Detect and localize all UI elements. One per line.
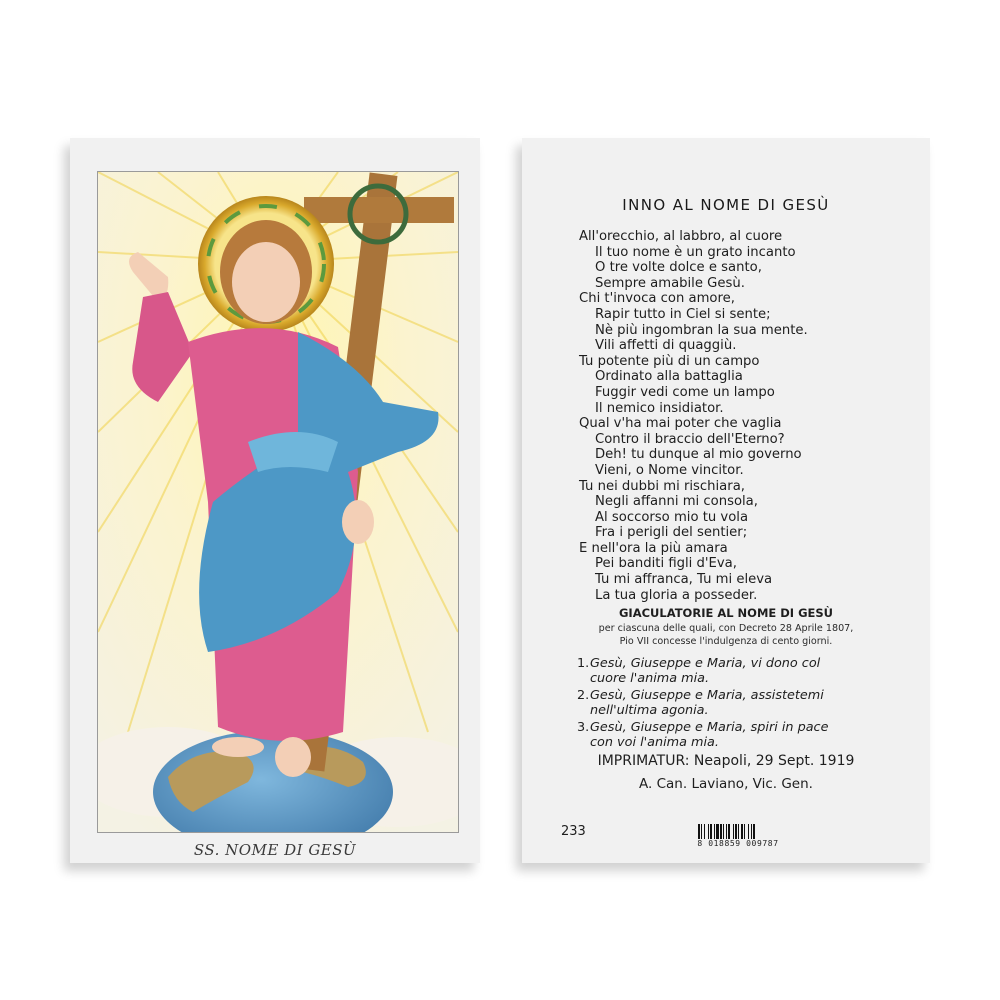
barcode-number: 8 018859 009787	[697, 839, 779, 848]
hymn-line: Negli affanni mi consola,	[595, 494, 758, 510]
barcode-bar	[748, 824, 749, 839]
holy-card-back	[522, 138, 930, 863]
hymn-line: All'orecchio, al labbro, al cuore	[579, 229, 783, 244]
barcode-bar	[738, 824, 739, 839]
invocation-line	[577, 688, 890, 703]
card-number: 233	[561, 824, 586, 839]
hymn-line: Vieni, o Nome vincitor.	[595, 462, 744, 478]
invocation-line	[577, 720, 890, 735]
barcode-bar	[710, 824, 712, 839]
barcode-bar	[723, 824, 724, 839]
front-caption: SS. NOME DI GESÙ	[193, 841, 357, 859]
barcode-bar	[701, 824, 702, 839]
invocation-text: Gesù, Giuseppe e Maria, spiri in pace	[590, 719, 829, 735]
hymn-line: E nell'ora la più amara	[579, 540, 728, 556]
giaculatorie-subtitle-line: per ciascuna delle quali, con Decreto 28 Aprile 1807,	[598, 623, 854, 634]
child-jesus-illustration	[97, 171, 459, 833]
invocation-item	[577, 656, 890, 687]
giaculatorie-subtitle-line: Pio VII concesse l'indulgenza di cento giorni.	[619, 636, 833, 647]
hymn-line: Contro il braccio dell'Eterno?	[595, 431, 785, 447]
hymn-line: Nè più ingombran la sua mente.	[595, 322, 808, 338]
barcode-bar	[728, 824, 730, 839]
barcode-bar	[733, 824, 734, 839]
hymn-line: Chi t'invoca con amore,	[579, 291, 735, 307]
hymn-line: La tua gloria a posseder.	[595, 587, 758, 603]
hymn-text	[579, 229, 909, 603]
barcode-bar	[753, 824, 755, 839]
invocation-list	[577, 656, 890, 751]
invocation-number: 2.	[577, 687, 590, 703]
invocation-continuation: con voi l'anima mia.	[590, 735, 719, 751]
hymn-line: Al soccorso mio tu vola	[595, 509, 749, 525]
barcode-bar	[735, 824, 737, 839]
invocation-line	[577, 656, 890, 671]
hymn-line: Fuggir vedi come un lampo	[595, 384, 775, 400]
barcode-bar	[708, 824, 709, 839]
barcode-bar	[726, 824, 727, 839]
barcode-bar	[751, 824, 752, 839]
invocation-number: 3.	[577, 719, 590, 735]
hymn-line: Tu mi affranca, Tu mi eleva	[595, 572, 773, 588]
hymn-line: Il tuo nome è un grato incanto	[595, 244, 796, 260]
barcode-bar	[716, 824, 719, 839]
giaculatorie-subtitle	[542, 622, 910, 648]
hymn-line: Il nemico insidiator.	[595, 400, 724, 416]
invocation-continuation: nell'ultima agonia.	[590, 703, 709, 719]
invocation-item	[577, 720, 890, 751]
hymn-line: Fra i perigli del sentier;	[595, 525, 748, 541]
hymn-line: Sempre amabile Gesù.	[595, 275, 745, 291]
hymn-line: Ordinato alla battaglia	[595, 369, 743, 385]
barcode-bar	[698, 824, 700, 839]
imprimatur: IMPRIMATUR: Neapoli, 29 Sept. 1919	[597, 753, 855, 769]
hymn-line: Deh! tu dunque al mio governo	[595, 447, 802, 463]
hymn-line: Tu nei dubbi mi rischiara,	[579, 478, 745, 494]
barcode-bar	[741, 824, 743, 839]
barcode-bar	[714, 824, 715, 839]
invocation-continuation: cuore l'anima mia.	[590, 671, 710, 687]
barcode-bar	[704, 824, 705, 839]
child-jesus-picture	[98, 172, 458, 832]
barcode-bar	[744, 824, 745, 839]
invocation-text: Gesù, Giuseppe e Maria, vi dono col	[590, 656, 821, 671]
invocation-item	[577, 688, 890, 719]
hymn-line: Pei banditi figli d'Eva,	[595, 556, 737, 572]
holy-card-front	[70, 138, 480, 863]
invocation-text: Gesù, Giuseppe e Maria, assistetemi	[590, 687, 824, 703]
hymn-line: Rapir tutto in Ciel si sente;	[595, 306, 771, 322]
hymn-title: INNO AL NOME DI GESÙ	[622, 196, 830, 214]
hymn-line: Qual v'ha mai poter che vaglia	[579, 416, 782, 432]
hymn-line: O tre volte dolce e santo,	[595, 260, 762, 276]
giaculatorie-title: GIACULATORIE AL NOME DI GESÙ	[618, 606, 834, 620]
invocation-number: 1.	[577, 656, 590, 671]
signature-line: A. Can. Laviano, Vic. Gen.	[639, 776, 813, 792]
hymn-line: Vili affetti di quaggiù.	[595, 338, 737, 354]
barcode-bar	[720, 824, 722, 839]
hymn-line: Tu potente più di un campo	[579, 353, 760, 369]
